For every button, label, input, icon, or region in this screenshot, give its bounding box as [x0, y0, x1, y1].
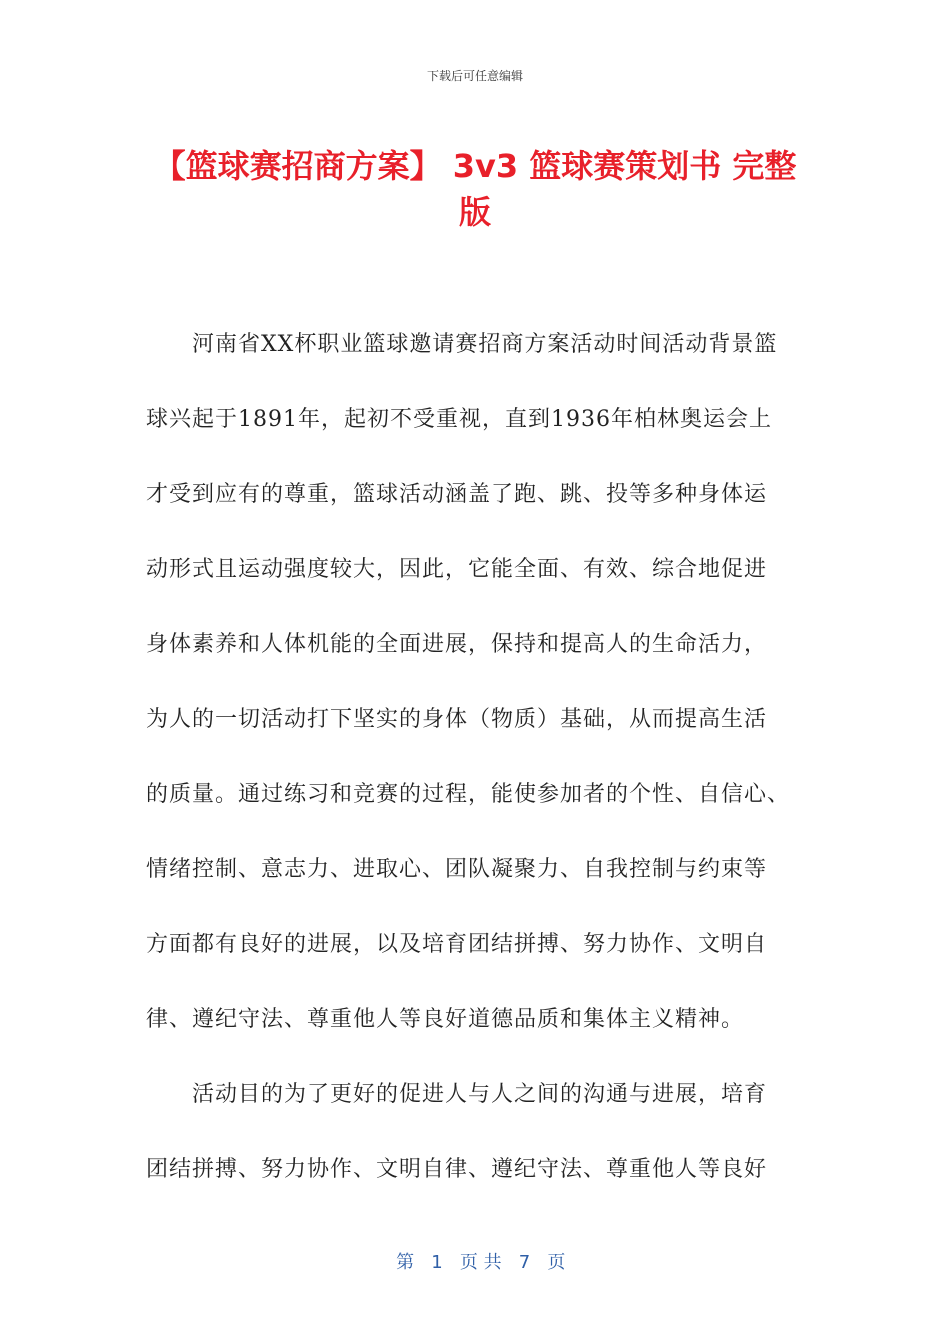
title-line-2: 版 [458, 193, 491, 231]
body-line: 动形式且运动强度较大，因此，它能全面、有效、综合地促进 [146, 557, 768, 582]
page-footer [0, 1227, 950, 1274]
page-header-note: 下载后可任意编辑 [426, 69, 523, 83]
body-line: 团结拼搏、努力协作、文明自律、遵纪守法、尊重他人等良好 [146, 1157, 768, 1182]
footer-total-pages: 7 [518, 1252, 531, 1273]
title-line-1: 【篮球赛招商方案】 3v3 篮球赛策划书 完整 [153, 147, 797, 185]
footer-prefix: 第 [396, 1252, 415, 1273]
body-line: 律、遵纪守法、尊重他人等良好道德品质和集体主义精神。 [146, 1007, 745, 1032]
document-title [140, 143, 810, 235]
body-line: 方面都有良好的进展，以及培育团结拼搏、努力协作、文明自 [146, 932, 768, 957]
body-line: 球兴起于1891年，起初不受重视，直到1936年柏林奥运会上 [146, 407, 772, 432]
footer-middle: 页 共 [459, 1252, 502, 1273]
body-line: 的质量。通过练习和竞赛的过程，能使参加者的个性、自信心、 [146, 782, 791, 807]
document-body [146, 331, 816, 1231]
body-line: 情绪控制、意志力、进取心、团队凝聚力、自我控制与约束等 [146, 857, 768, 882]
body-line: 身体素养和人体机能的全面进展，保持和提高人的生命活力， [146, 632, 768, 657]
footer-suffix: 页 [547, 1252, 566, 1273]
body-line: 为人的一切活动打下坚实的身体（物质）基础，从而提高生活 [146, 707, 768, 732]
footer-current-page: 1 [431, 1252, 443, 1273]
body-line: 河南省XX杯职业篮球邀请赛招商方案活动时间活动背景篮 [146, 332, 778, 357]
body-line: 才受到应有的尊重，篮球活动涵盖了跑、跳、投等多种身体运 [146, 482, 768, 507]
body-line: 活动目的为了更好的促进人与人之间的沟通与进展，培育 [146, 1082, 768, 1107]
